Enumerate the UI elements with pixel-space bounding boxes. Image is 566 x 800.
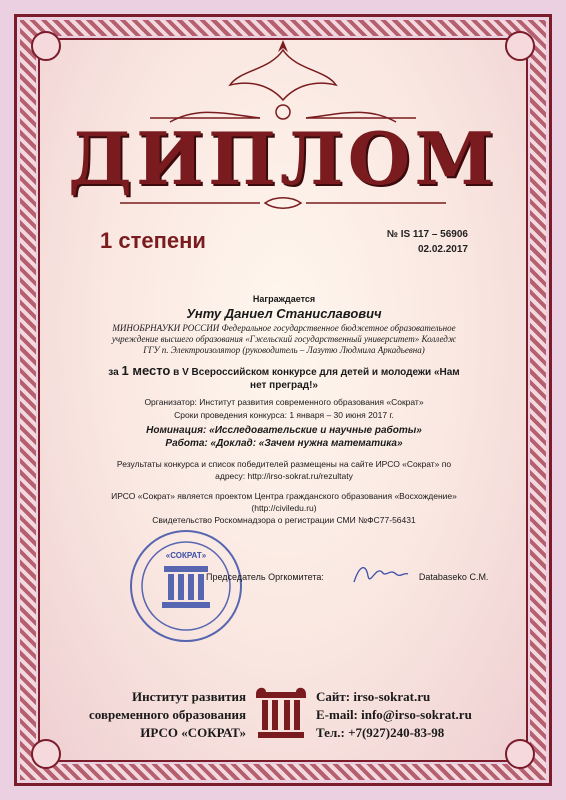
signature-icon bbox=[350, 562, 410, 590]
diploma-number-block bbox=[372, 227, 468, 257]
column-logo-icon bbox=[254, 684, 308, 744]
place-value: 1 место bbox=[121, 363, 171, 378]
diploma-title: ДИПЛОМ bbox=[67, 116, 499, 201]
chairman-name: Databaseko С.М. bbox=[418, 572, 489, 582]
footer-phone: Тел.: +7(927)240-83-98 bbox=[316, 725, 445, 740]
diploma-date: 02.02.2017 bbox=[417, 244, 468, 255]
awarded-label: Награждается bbox=[252, 294, 316, 304]
place-suffix: в V Всероссийском конкурсе для детей и молодежи «Нам нет преград!» bbox=[173, 367, 460, 391]
recipient-name: Унту Даниел Станиславович bbox=[186, 306, 382, 321]
organizer-line: Организатор: Институт развития современного образования «Сократ» bbox=[144, 397, 424, 407]
footer-contacts bbox=[316, 688, 516, 742]
results-line: Результаты конкурса и список победителей размещены на сайте ИРСО «Сократ» по адресу: http://irso-sokrat.ru/rezultaty bbox=[116, 459, 452, 481]
footer-institute-line: ИРСО «СОКРАТ» bbox=[140, 725, 246, 740]
stamp-seal-icon bbox=[128, 528, 244, 644]
corner-ornament-icon bbox=[505, 739, 535, 769]
degree-label: 1 степени bbox=[100, 228, 206, 253]
footer-institute-line: современного образования bbox=[89, 707, 246, 722]
dates-line: Сроки проведения конкурса: 1 января – 30 июня 2017 г. bbox=[174, 410, 394, 420]
place-prefix: за bbox=[108, 367, 119, 378]
diploma-number: № IS 117 – 56906 bbox=[386, 229, 468, 240]
footer-email: E-mail: info@irso-sokrat.ru bbox=[316, 707, 472, 722]
footer-institute-line: Институт развития bbox=[132, 689, 246, 704]
footer-site: Сайт: irso-sokrat.ru bbox=[316, 689, 431, 704]
diploma-body bbox=[104, 294, 464, 526]
corner-ornament-icon bbox=[31, 739, 61, 769]
nomination-line: Номинация: «Исследовательские и научные работы» bbox=[146, 425, 422, 436]
chairman-label: Председатель Оргкомитета: bbox=[206, 572, 324, 582]
organization-description: МИНОБРНАУКИ РОССИИ Федеральное государственное бюджетное образовательное учреждение высшего образования «Гжельский государственный университет» Колледж ГГУ п. Электроизолятор (руководитель – Лазутю Людмила Аркадьевна) bbox=[111, 323, 457, 355]
place-line bbox=[104, 364, 464, 392]
certificate-line: Свидетельство Роскомнадзора о регистрации СМИ №ФС77-56431 bbox=[152, 515, 416, 525]
footer-institute bbox=[60, 688, 246, 742]
work-line: Работа: «Доклад: «Зачем нужна математика» bbox=[165, 438, 403, 449]
title-underline-icon bbox=[120, 196, 446, 210]
project-line: ИРСО «Сократ» является проектом Центра гражданского образования «Восхождение» (http://civiledu.ru) bbox=[111, 491, 457, 513]
stamp-text: «СОКРАТ» bbox=[165, 551, 207, 560]
